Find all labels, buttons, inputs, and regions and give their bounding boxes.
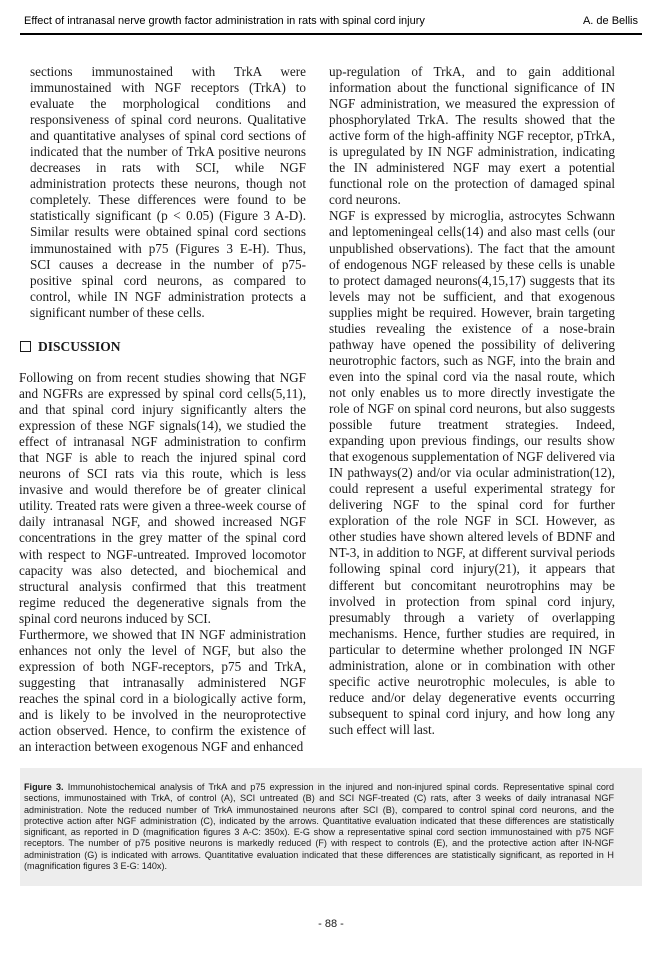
- discussion-paragraph-2: Furthermore, we showed that IN NGF administration enhances not only the level of NGF, but also the expression of both NGF-receptors, p75 and TrkA, suggesting that intranasally administered NGF reaches the spinal cord in a biologically active form, and is likely to be involved in the neuroprotective action observed. Hence, to confirm the existence of an interaction between exogenous NGF and enhanced: [19, 626, 306, 755]
- results-paragraph: sections immunostained with TrkA were immunostained with NGF receptors (TrkA) to evaluate the morphological conditions and responsiveness of spinal cord neurons. Qualitative and quantitative analyses of spinal cord sections of indicated that the number of TrkA positive neurons decreases in rats with SCI, while NGF administration protects these neurons, though not completely. These differences were found to be statistically significant (p < 0.05) (Figure 3 A-D). Similar results were obtained spinal cord sections immunostained with p75 (Figures 3 E-H). Thus, SCI causes a decrease in the number of p75-positive spinal cord neurons, as compared to control, while IN NGF administration protects a significant number of these cells.: [30, 64, 306, 320]
- running-author: A. de Bellis: [582, 15, 638, 27]
- right-paragraph-2: NGF is expressed by microglia, astrocytes Schwann and leptomeningeal cells(14) and also mast cells (our unpublished observations). The fact that the amount of endogenous NGF released by these cells is unable to protect damaged neurons(4,15,17) suggests that its levels may not be sufficient, and that exogenous supplies might be required. However, brain targeting studies revealing the existence of a nose-brain pathway have opened the possibility of delivering neurotrophic factors, such as NGF, into the brain and even into the spinal cord via the nasal route, which not only enables us to more directly investigate the role of NGF on spinal cord neurons, but also suggests possible future treatment strategies. Indeed, expanding upon previous findings, our results show that exogenous supplementation of NGF delivered via IN pathways(2) and/or via ocular administration(12), could represent a useful experimental strategy for delivering NGF to the spinal cord for further exploration of the role NGF in SCI. However, as other studies have shown altered levels of BDNF and NT-3, in addition to NGF, at different survival periods following spinal cord injury(21), it appears that different but concomitant neurotrophins may be involved in protection from spinal cord injury, presumably through a variety of overlapping mechanisms. Hence, further studies are required, in particular to determine whether prolonged IN NGF administration, alone or in combination with other specific active neurotrophic molecules, is able to reduce and/or delay degenerative events occurring subsequent to spinal cord injury, and how long any such effect will last.: [329, 208, 615, 737]
- page-number: - 88 -: [318, 918, 344, 930]
- figure-caption-label: Figure 3.: [24, 782, 64, 792]
- discussion-heading: [20, 339, 121, 355]
- left-column-top-text: [30, 64, 306, 321]
- discussion-heading-label: DISCUSSION: [38, 339, 121, 354]
- figure-caption: [20, 768, 642, 886]
- figure-caption-body: Immunohistochemical analysis of TrkA and p75 expression in the injured and non-injured spinal cords. Representative spinal cord sections, immunostained with TrkA, of control (A), SCI untreated (B) and SCI NGF-treated (C) rats, after 3 weeks of daily intranasal NGF administration. Note the reduced number of TrkA immunostained neurons after SCI (B), compared to control spinal cord neurons, and the protective action after NGF administration (C), indicated by the arrows. Quantitative evaluation indicated that these differences are statistically significant, as reported in D (magnification figures 3 A-C: 350x). E-G show a representative spinal cord section immunostained with p75 NGF receptors. The number of p75 positive neurons is markedly reduced (F) with respect to controls (E), and the protective action after IN-NGF administration (G) is indicated with arrows. Quantitative evaluation indicated that these differences are statistically significant, as reported in H (magnification figures 3 E-G: 140x).: [24, 782, 615, 872]
- heading-box-icon: [20, 341, 31, 352]
- discussion-paragraph-1: Following on from recent studies showing that NGF and NGFRs are expressed by spinal cord cells(5,11), and that spinal cord injury significantly alters the expression of these NGF signals(14), we studied the effect of intranasal NGF administration to confirm that NGF is able to reach the injured spinal cord neurons of SCI rats via this route, which is less invasive and would therefore be of greater clinical utility. Treated rats were given a three-week course of daily intranasal NGF, and showed increased NGF concentrations in the grey matter of the spinal cord with respect to NGF-untreated. Improved locomotor capacity was also detected, and biochemical and structural analysis confirmed that this treatment regime reduced the degenerative signals from the spinal cord neurons induced by SCI.: [19, 370, 306, 626]
- left-column-discussion-text: [19, 370, 306, 755]
- figure-caption-text: [24, 782, 614, 872]
- right-paragraph-1: up-regulation of TrkA, and to gain additional information about the functional significance of IN NGF administration, we measured the expression of phosphorylated TrkA. The results showed that the active form of the high-affinity NGF receptor, pTrkA, is upregulated by IN NGF administration, indicating the IN administered NGF may exert a potential functional role on the protection of damaged spinal cord neurons.: [329, 64, 615, 208]
- running-title: Effect of intranasal nerve growth factor administration in rats with spinal cord injury: [24, 15, 425, 27]
- right-column-text: [329, 64, 615, 738]
- running-header: [20, 0, 642, 35]
